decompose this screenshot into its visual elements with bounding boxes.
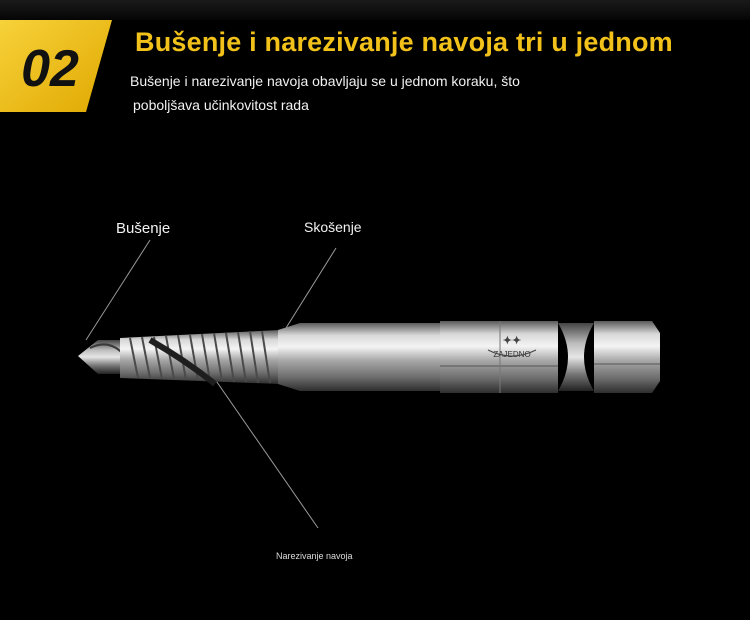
drilling-leader-line bbox=[86, 240, 150, 340]
tapping-leader-line bbox=[210, 372, 318, 528]
thread-section bbox=[120, 330, 280, 384]
neck-groove bbox=[558, 323, 594, 391]
chamfer-section bbox=[278, 323, 300, 391]
hex-shank bbox=[440, 321, 558, 393]
badge-number: 02 bbox=[21, 40, 79, 98]
chamfer-leader-line bbox=[286, 248, 336, 328]
hex-end bbox=[594, 321, 660, 393]
page-title: Bušenje i narezivanje navoja tri u jednom bbox=[135, 27, 673, 57]
brand-mark-icon: ✦✦ bbox=[502, 335, 522, 347]
callout-tapping: Narezivanje navoja bbox=[276, 551, 353, 561]
subtitle-line-1: Bušenje i narezivanje navoja obavljaju se u jednom koraku, što bbox=[130, 73, 520, 89]
callout-drilling: Bušenje bbox=[116, 220, 171, 237]
shank-logo-text: ZAJEDNO bbox=[493, 350, 531, 359]
callout-chamfering: Skošenje bbox=[304, 219, 362, 235]
shank bbox=[300, 323, 440, 391]
subtitle-line-2: poboljšava učinkovitost rada bbox=[133, 97, 309, 113]
